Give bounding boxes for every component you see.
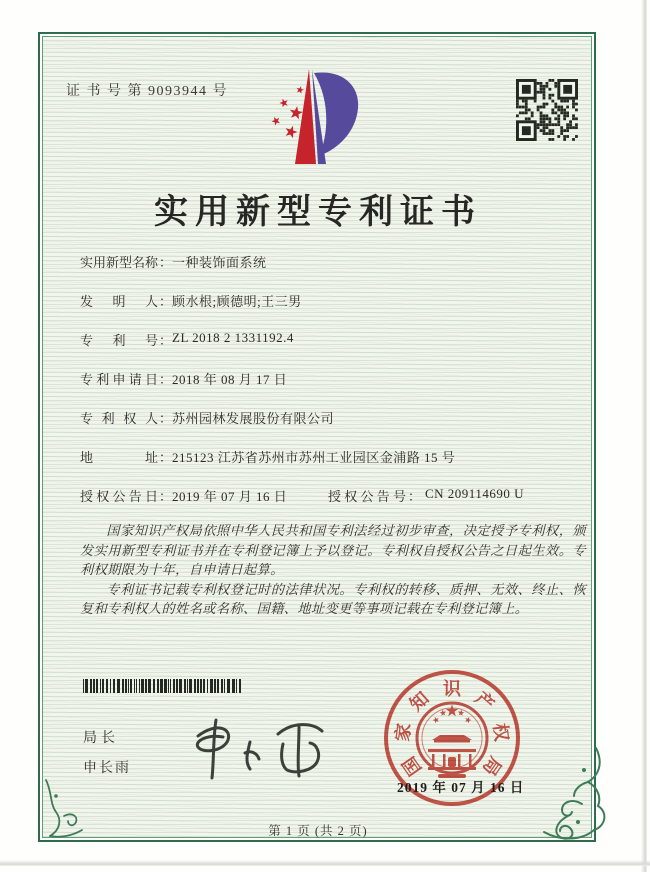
qr-code-icon [516, 79, 578, 143]
legal-paragraph-1: 国家知识产权局依照中华人民共和国专利法经过初步审查，决定授予专利权，颁发实用新型专利证书并在专利登记簿上予以登记。专利权自授权公告之日起生效。专利权期限为十年，自申请日起算。 [80, 523, 586, 577]
svg-text:权: 权 [489, 722, 512, 743]
legal-text [80, 521, 586, 619]
seal-date: 2019 年 07 月 16 日 [397, 780, 525, 795]
svg-text:产: 产 [471, 687, 498, 715]
legal-paragraph-2: 专利证书记载专利权登记时的法律状况。专利权的转移、质押、无效、终止、恢复和专利权人的姓名或名称、国籍、地址变更等事项记载在专利登记簿上。 [80, 581, 586, 616]
field-colon: ： [159, 450, 173, 465]
field-label: 专利号 [80, 333, 158, 348]
field-value: 顾水根;顾德明;王三男 [172, 294, 302, 309]
scan-edge-bottom [0, 860, 650, 866]
field-colon: ： [408, 489, 422, 504]
page-number: 第 1 页 (共 2 页) [268, 824, 368, 838]
cnipa-logo-icon [262, 64, 364, 172]
field-label: 实用新型名称 [80, 255, 159, 270]
field-colon: ： [159, 489, 173, 504]
commissioner-name: 申长雨 [83, 761, 131, 776]
barcode-icon [83, 679, 245, 693]
field-value: ZL 2018 2 1331192.4 [172, 330, 294, 345]
svg-text:局: 局 [478, 752, 506, 780]
commissioner-title: 局长 [83, 731, 119, 746]
field-label: 授权公告号 [328, 489, 406, 504]
field-label: 地址 [80, 450, 158, 465]
field-label: 授权公告日 [80, 489, 158, 504]
field-value: 一种装饰面系统 [172, 255, 267, 270]
handwritten-signature-icon [186, 712, 338, 786]
certificate-title: 实用新型专利证书 [154, 194, 482, 231]
field-row-filing-date [80, 369, 595, 388]
field-label: 发明人 [80, 294, 158, 309]
field-value: CN 209114690 U [425, 486, 524, 501]
field-value: 苏州园林发展股份有限公司 [172, 411, 335, 426]
field-value: 2019 年 07 月 16 日 [172, 489, 288, 504]
svg-text:知: 知 [406, 687, 433, 715]
field-value: 215123 江苏省苏州市苏州工业园区金浦路 15 号 [172, 450, 456, 465]
field-row-inventors [80, 291, 595, 310]
field-colon: ： [159, 372, 173, 387]
field-row-patentee [80, 408, 595, 427]
field-row-grant [80, 486, 595, 505]
field-row-address [80, 447, 595, 466]
certificate-number: 证 书 号 第 9093944 号 [66, 84, 228, 99]
svg-text:家: 家 [392, 722, 415, 743]
field-label: 专利权人 [80, 411, 158, 426]
field-colon: ： [159, 294, 173, 309]
svg-text:国: 国 [398, 752, 426, 780]
field-colon: ： [159, 255, 173, 270]
field-colon: ： [159, 411, 173, 426]
field-colon: ： [159, 333, 173, 348]
field-row-name [80, 252, 595, 271]
field-row-patent-number [80, 330, 595, 349]
svg-text:识: 识 [443, 679, 461, 699]
scan-edge-right [641, 0, 647, 872]
field-label: 专利申请日 [80, 372, 158, 387]
field-value: 2018 年 08 月 17 日 [172, 372, 288, 387]
